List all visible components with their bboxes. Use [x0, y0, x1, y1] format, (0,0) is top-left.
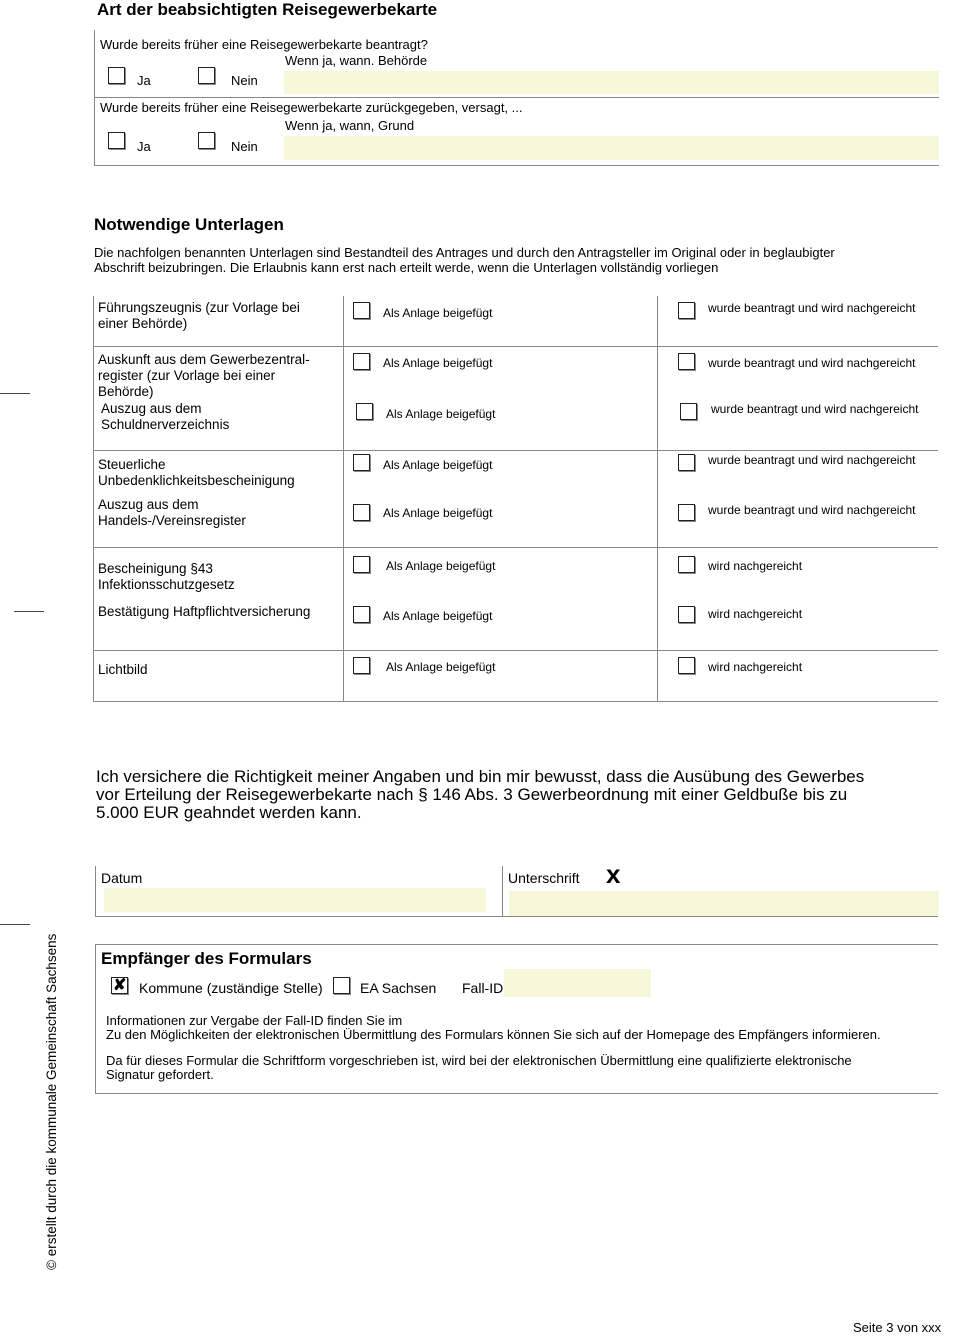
question-previous-application: Wurde bereits früher eine Reisegewerbekarte beantragt?	[100, 37, 428, 52]
doc-trade-register-attached-label: Als Anlage beigefügt	[383, 356, 493, 370]
question-previous-application-detail: Wenn ja, wann. Behörde	[285, 53, 428, 68]
doc-police-certificate-pending-label: wurde beantragt und wird nachgereicht	[708, 301, 916, 315]
doc-police-certificate-pending-checkbox[interactable]	[678, 302, 695, 319]
doc-photo-attached-checkbox[interactable]	[353, 657, 370, 674]
doc-infection-protection-pending-label: wird nachgereicht	[708, 559, 803, 573]
recipient-ea-checkbox[interactable]	[333, 977, 350, 994]
recipient-note-line-2: Signatur gefordert.	[106, 1067, 214, 1082]
doc-infection-protection-attached-label: Als Anlage beigefügt	[386, 559, 496, 573]
doc-photo-attached-label: Als Anlage beigefügt	[386, 660, 496, 674]
doc-liability-insurance-pending-checkbox[interactable]	[678, 606, 695, 623]
declaration-line-1: Ich versichere die Richtigkeit meiner Angaben und bin mir bewusst, dass die Ausübung des Gewerbes	[96, 767, 865, 786]
documents-intro-line-1: Die nachfolgen benannten Unterlagen sind Bestandteil des Antrages und durch den Antragsteller im Original oder in beglaubigter	[94, 245, 835, 260]
q2-reason-field[interactable]	[284, 136, 939, 160]
doc-label-photo: Lichtbild	[98, 662, 148, 677]
doc-label-tax-clearance: Steuerliche Unbedenklichkeitsbescheinigung	[98, 457, 295, 488]
declaration-line-3: 5.000 EUR geahndet werden kann.	[96, 803, 362, 822]
q1-authority-field[interactable]	[284, 71, 939, 94]
doc-label-liability-insurance: Bestätigung Haftpflichtversicherung	[98, 604, 311, 619]
date-label: Datum	[101, 870, 143, 886]
q1-yes-checkbox[interactable]	[108, 67, 125, 84]
question-previous-revocation: Wurde bereits früher eine Reisegewerbekarte zurückgegeben, versagt, ...	[100, 100, 523, 115]
doc-tax-clearance-attached-checkbox[interactable]	[353, 454, 370, 471]
doc-commercial-register-attached-checkbox[interactable]	[353, 504, 370, 521]
doc-tax-clearance-pending-label: wurde beantragt und wird nachgereicht	[708, 453, 916, 467]
signature-mark: x	[606, 859, 621, 889]
doc-tax-clearance-attached-label: Als Anlage beigefügt	[383, 458, 493, 472]
q1-no-label: Nein	[231, 73, 258, 88]
doc-label-trade-register: Auskunft aus dem Gewerbezentral-register (zur Vorlage bei einer Behörde)	[98, 352, 310, 399]
documents-intro-line-2: Abschrift beizubringen. Die Erlaubnis kann erst nach erteilt werde, wenn die Unterlagen vollständig vorliegen	[94, 260, 719, 275]
doc-photo-pending-label: wird nachgereicht	[708, 660, 803, 674]
doc-trade-register-pending-label: wurde beantragt und wird nachgereicht	[708, 356, 916, 370]
doc-trade-register-pending-checkbox[interactable]	[678, 353, 695, 370]
doc-debtor-register-attached-label: Als Anlage beigefügt	[386, 407, 496, 421]
doc-debtor-register-pending-label: wurde beantragt und wird nachgereicht	[711, 402, 919, 416]
doc-commercial-register-pending-label: wurde beantragt und wird nachgereicht	[708, 503, 916, 517]
section-title-card-type: Art der beabsichtigten Reisegewerbekarte	[97, 0, 438, 19]
doc-police-certificate-attached-label: Als Anlage beigefügt	[383, 306, 493, 320]
fall-id-label: Fall-ID	[462, 980, 504, 996]
doc-liability-insurance-pending-label: wird nachgereicht	[708, 607, 803, 621]
q2-yes-label: Ja	[137, 139, 151, 154]
doc-tax-clearance-pending-checkbox[interactable]	[678, 454, 695, 471]
doc-commercial-register-pending-checkbox[interactable]	[678, 504, 695, 521]
recipient-kommune-label: Kommune (zuständige Stelle)	[139, 980, 323, 996]
recipient-kommune-checkbox[interactable]	[111, 977, 128, 994]
recipient-note-line-1: Da für dieses Formular die Schriftform vorgeschrieben ist, wird bei der elektronischen Übermittlung eine qualifizierte elektronische	[106, 1053, 852, 1068]
doc-liability-insurance-attached-label: Als Anlage beigefügt	[383, 609, 493, 623]
signature-field[interactable]	[509, 891, 939, 916]
date-field[interactable]	[104, 888, 486, 912]
fall-id-field[interactable]	[504, 969, 651, 997]
declaration-line-2: vor Erteilung der Reisegewerbekarte nach § 146 Abs. 3 Gewerbeordnung mit einer Geldbuße bis zu	[96, 785, 848, 804]
doc-label-debtor-register: Auszug aus dem Schuldnerverzeichnis	[101, 401, 230, 432]
question-previous-revocation-detail: Wenn ja, wann, Grund	[285, 118, 415, 133]
q1-no-checkbox[interactable]	[198, 67, 215, 84]
q1-yes-label: Ja	[137, 73, 151, 88]
doc-police-certificate-attached-checkbox[interactable]	[353, 302, 370, 319]
doc-infection-protection-attached-checkbox[interactable]	[353, 556, 370, 573]
q2-yes-checkbox[interactable]	[108, 132, 125, 149]
doc-trade-register-attached-checkbox[interactable]	[353, 353, 370, 370]
doc-photo-pending-checkbox[interactable]	[678, 657, 695, 674]
doc-label-commercial-register: Auszug aus dem Handels-/Vereinsregister	[98, 497, 246, 528]
recipient-info-line-1: Informationen zur Vergabe der Fall-ID finden Sie im	[106, 1013, 403, 1028]
signature-label: Unterschrift	[508, 870, 580, 886]
recipient-info-line-2: Zu den Möglichkeiten der elektronischen Übermittlung des Formulars können Sie sich auf der Homepage des Empfängers informieren.	[106, 1027, 881, 1042]
page-number: Seite 3 von xxx	[853, 1320, 942, 1335]
q2-no-label: Nein	[231, 139, 258, 154]
doc-debtor-register-attached-checkbox[interactable]	[356, 403, 373, 420]
doc-commercial-register-attached-label: Als Anlage beigefügt	[383, 506, 493, 520]
doc-infection-protection-pending-checkbox[interactable]	[678, 556, 695, 573]
doc-debtor-register-pending-checkbox[interactable]	[680, 403, 697, 420]
doc-label-police-certificate: Führungszeugnis (zur Vorlage bei einer Behörde)	[98, 300, 300, 331]
section-title-documents: Notwendige Unterlagen	[94, 215, 284, 234]
recipient-ea-label: EA Sachsen	[360, 980, 437, 996]
doc-liability-insurance-attached-checkbox[interactable]	[353, 606, 370, 623]
doc-label-infection-protection: Bescheinigung §43 Infektionsschutzgesetz	[98, 561, 235, 592]
q2-no-checkbox[interactable]	[198, 132, 215, 149]
sidebar-credit: © erstellt durch die kommunale Gemeinschaft Sachsens	[44, 933, 59, 1270]
section-title-recipient: Empfänger des Formulars	[101, 949, 312, 968]
